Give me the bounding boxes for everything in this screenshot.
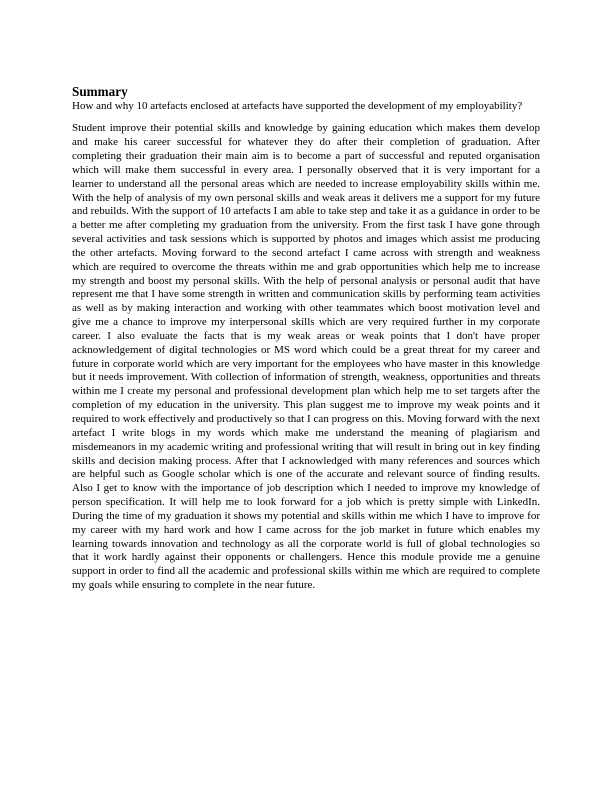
document-content xyxy=(72,84,540,593)
body-paragraph: Student improve their potential skills and knowledge by gaining education which makes them develop and make his career successful for whatever they do after their completion of graduation. After completing their graduation their main aim is to become a part of successful and reputed organisation which will make them successful in every area. I personally observed that it is very important for a learner to understand all the personal areas which are needed to increase employability skills within me. With the help of analysis of my own personal skills and weak areas it delivers me a support for my future and rebuilds. With the support of 10 artefacts I am able to take step and take it as a guidance in order to be a better me after completing my graduation from the university. From the first task I have gone through several activities and task sessions which is supported by photos and images which assist me producing the other artefacts. Moving forward to the second artefact I came across with strength and weakness which are required to overcome the threats within me and grab opportunities which help me to increase my strength and boost my personal skills. With the help of personal analysis or personal audit that have represent me that I have some strength in written and communication skills by performing team activities as well as by making interaction and working with other teammates which boost motivation level and give me a chance to improve my interpersonal skills which are very required further in my corporate career. I also evaluate the facts that is my weak areas or weak points that I don't have proper acknowledgement of digital technologies or MS word which could be a great threat for my career and future in corporate world which are very important for the employees who have master in this knowledge but it needs improvement. With collection of information of strength, weakness, opportunities and threats within me I create my personal and professional development plan which help me to set targets after the completion of my education in the university. This plan suggest me to improve my weak points and it required to work effectively and productively so that I can progress on this. Moving forward with the next artefact I write blogs in my words which make me understand the meaning of plagiarism and misdemeanors in my academic writing and professional writing that will result in bring out in key finding skills and decision making process. After that I acknowledged with many references and sources which are helpful such as Google scholar which is one of the accurate and relevant source of finding results. Also I get to know with the importance of job description which I needed to improve my knowledge of person specification. It will help me to look forward for a job which is pretty simple with LinkedIn. During the time of my graduation it shows my potential and skills within me which I have to improve for my career with my hard work and how I came across for the job market in future which enables my learning towards innovation and technology as all the corporate world is full of global technologies so that it work hardly against their opponents or challengers. Hence this module provide me a genuine support in order to find all the academic and professional skills within me which are required to complete my goals while ensuring to complete in the near future. xyxy=(72,122,540,592)
section-heading: Summary xyxy=(72,84,128,99)
question-paragraph: How and why 10 artefacts enclosed at artefacts have supported the development of my employability? xyxy=(72,100,523,112)
